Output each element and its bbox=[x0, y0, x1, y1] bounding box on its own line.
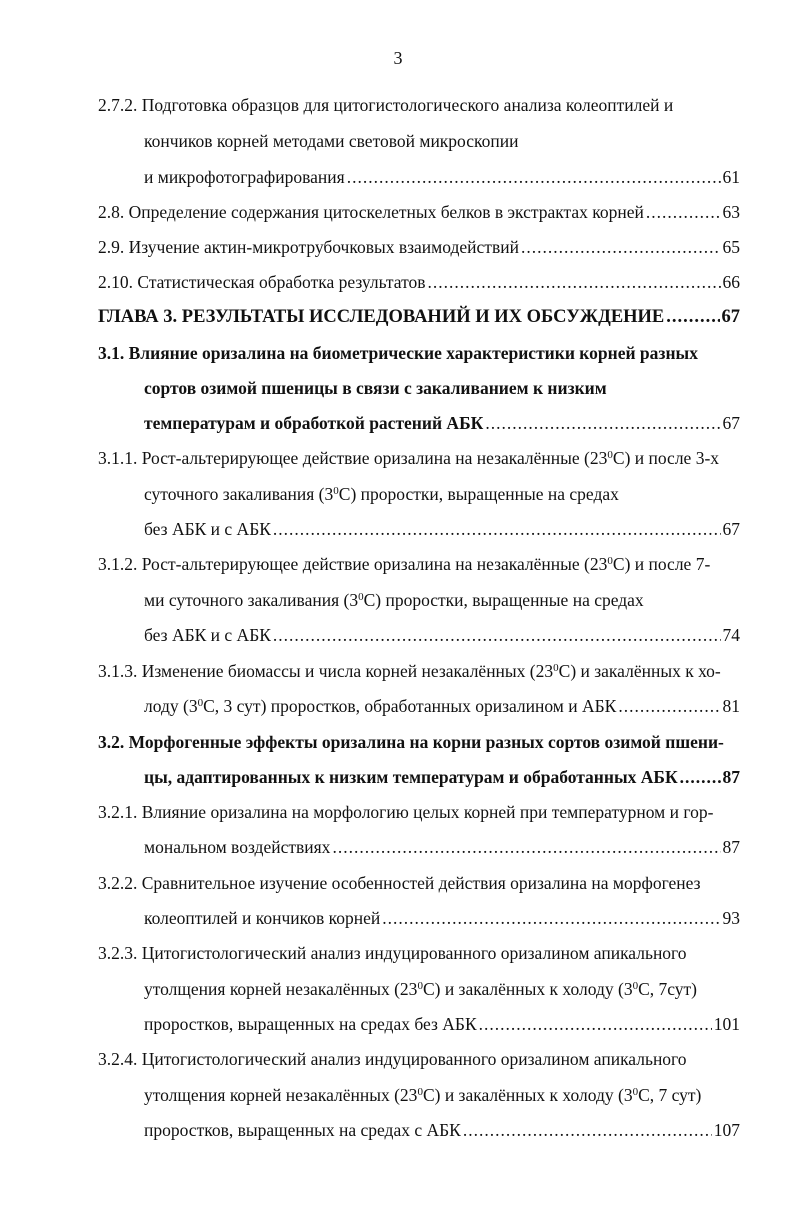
dot-leader bbox=[273, 518, 721, 540]
page-ref: 81 bbox=[722, 696, 740, 716]
toc-entry-3-2-2-line-1: 3.2.2. Сравнительное изучение особенностей действия оризалина на морфогенез bbox=[98, 873, 701, 893]
toc-entry-3-1-1-line-2: суточного закаливания $(3^0С)$ проростки, выращенные на средах bbox=[144, 484, 619, 504]
dot-leader bbox=[382, 907, 720, 929]
toc-entry-3-1-line-3 bbox=[144, 412, 740, 434]
toc-entry-3-2-1-line-2 bbox=[144, 836, 740, 858]
page-ref: 66 bbox=[722, 272, 740, 292]
dot-leader bbox=[273, 624, 721, 646]
toc-entry-3-2-2-line-2 bbox=[144, 907, 740, 929]
toc-chapter-3 bbox=[98, 306, 740, 328]
toc-entry-title: без АБК и с АБК bbox=[144, 519, 271, 539]
toc-entry-2-7-2-line-1: 2.7.2. Подготовка образцов для цитогистологического анализа колеоптилей и bbox=[98, 95, 674, 115]
page-ref: 61 bbox=[722, 167, 740, 187]
toc-entry-title: проростков, выращенных на средах без АБК bbox=[144, 1014, 477, 1034]
page-ref: 65 bbox=[722, 237, 740, 257]
dot-leader bbox=[479, 1013, 712, 1035]
dot-leader bbox=[680, 766, 721, 788]
dot-leader bbox=[463, 1119, 712, 1141]
toc-entry-title: проростков, выращенных на средах с АБК bbox=[144, 1120, 461, 1140]
toc-entry-3-2-4-line-3 bbox=[144, 1119, 740, 1141]
toc-entry-title: мональном воздействиях bbox=[144, 837, 331, 857]
page-ref: 93 bbox=[722, 908, 740, 928]
toc-entry-3-1-3-line-2 bbox=[144, 695, 740, 717]
dot-leader bbox=[428, 271, 721, 293]
toc-entry-3-1-2-line-3 bbox=[144, 624, 740, 646]
toc-entry-title: 2.9. Изучение актин-микротрубочковых взаимодействий bbox=[98, 237, 519, 257]
toc-entry-3-1-line-1: 3.1. Влияние оризалина на биометрические характеристики корней разных bbox=[98, 343, 698, 363]
page-ref: 87 bbox=[722, 767, 740, 787]
toc-entry-3-2-4-line-1: 3.2.4. Цитогистологический анализ индуцированного оризалином апикального bbox=[98, 1049, 687, 1069]
toc-entry-3-1-2-line-2: ми суточного закаливания $(3^0С)$ проростки, выращенные на средах bbox=[144, 590, 644, 610]
toc-entry-3-2-3-line-1: 3.2.3. Цитогистологический анализ индуцированного оризалином апикального bbox=[98, 943, 687, 963]
toc-entry-3-2-line-1: 3.2. Морфогенные эффекты оризалина на корни разных сортов озимой пшени- bbox=[98, 732, 724, 752]
toc-entry-3-1-1-line-3 bbox=[144, 518, 740, 540]
page-ref: 67 bbox=[722, 413, 740, 433]
toc-entry-title: 2.10. Статистическая обработка результатов bbox=[98, 272, 426, 292]
toc-entry-2-7-2-line-2: кончиков корней методами световой микроскопии bbox=[144, 131, 519, 151]
toc-entry-3-2-3-line-2: утолщения корней незакалённых $(23^0С)$ и закалённых к холоду ($3^0С$, 7сут) bbox=[144, 979, 698, 999]
toc-entry-3-1-3-line-1: 3.1.3. Изменение биомассы и числа корней незакалённых $(23^0С)$ и закалённых к хо- bbox=[98, 661, 721, 681]
page-ref: 63 bbox=[722, 202, 740, 222]
dot-leader bbox=[618, 695, 720, 717]
toc-entry-title: и микрофотографирования bbox=[144, 167, 345, 187]
toc-entry-2-10 bbox=[98, 271, 740, 293]
toc-entry-title: без АБК и с АБК bbox=[144, 625, 271, 645]
dot-leader bbox=[646, 201, 721, 223]
toc-entry-title: цы, адаптированных к низким температурам и обработанных АБК bbox=[144, 767, 678, 787]
toc-entry-3-2-4-line-2: утолщения корней незакалённых $(23^0С)$ и закалённых к холоду ($3^0С$, 7 сут) bbox=[144, 1085, 702, 1105]
dot-leader bbox=[332, 836, 720, 858]
page-ref: 101 bbox=[713, 1014, 740, 1034]
page-ref: 67 bbox=[722, 519, 740, 539]
toc-entry-2-9 bbox=[98, 236, 740, 258]
toc-entry-3-1-line-2: сортов озимой пшеницы в связи с закаливанием к низким bbox=[144, 378, 607, 398]
dot-leader bbox=[347, 166, 721, 188]
page-ref: 74 bbox=[722, 625, 740, 645]
toc-entry-3-2-3-line-3 bbox=[144, 1013, 740, 1035]
dot-leader bbox=[485, 412, 720, 434]
toc-entry-3-2-line-2 bbox=[144, 766, 740, 788]
toc-entry-title: лоду ($3^0С$, 3 сут) проростков, обработанных оризалином и АБК bbox=[144, 696, 617, 716]
dot-leader bbox=[521, 236, 721, 258]
toc-entry-3-1-2-line-1: 3.1.2. Рост-альтерирующее действие оризалина на незакалённые $(23^0С)$ и после 7- bbox=[98, 554, 711, 574]
toc-entry-3-2-1-line-1: 3.2.1. Влияние оризалина на морфологию целых корней при температурном и гор- bbox=[98, 802, 714, 822]
toc-entry-3-1-1-line-1: 3.1.1. Рост-альтерирующее действие оризалина на незакалённые $(23^0С)$ и после 3-х bbox=[98, 448, 720, 468]
toc-entry-title: температурам и обработкой растений АБК bbox=[144, 413, 484, 433]
toc-entry-title: колеоптилей и кончиков корней bbox=[144, 908, 381, 928]
toc-entry-2-8 bbox=[98, 201, 740, 223]
toc-entry-2-7-2-line-3 bbox=[144, 166, 740, 188]
chapter-title: ГЛАВА 3. РЕЗУЛЬТАТЫ ИССЛЕДОВАНИЙ И ИХ ОБСУЖДЕНИЕ bbox=[98, 307, 665, 327]
page-number: 3 bbox=[393, 48, 403, 68]
dot-leader bbox=[666, 306, 719, 328]
page-ref: 107 bbox=[713, 1120, 740, 1140]
page-ref: 67 bbox=[721, 307, 740, 327]
page-ref: 87 bbox=[722, 837, 740, 857]
toc-entry-title: 2.8. Определение содержания цитоскелетных белков в экстрактах корней bbox=[98, 202, 644, 222]
